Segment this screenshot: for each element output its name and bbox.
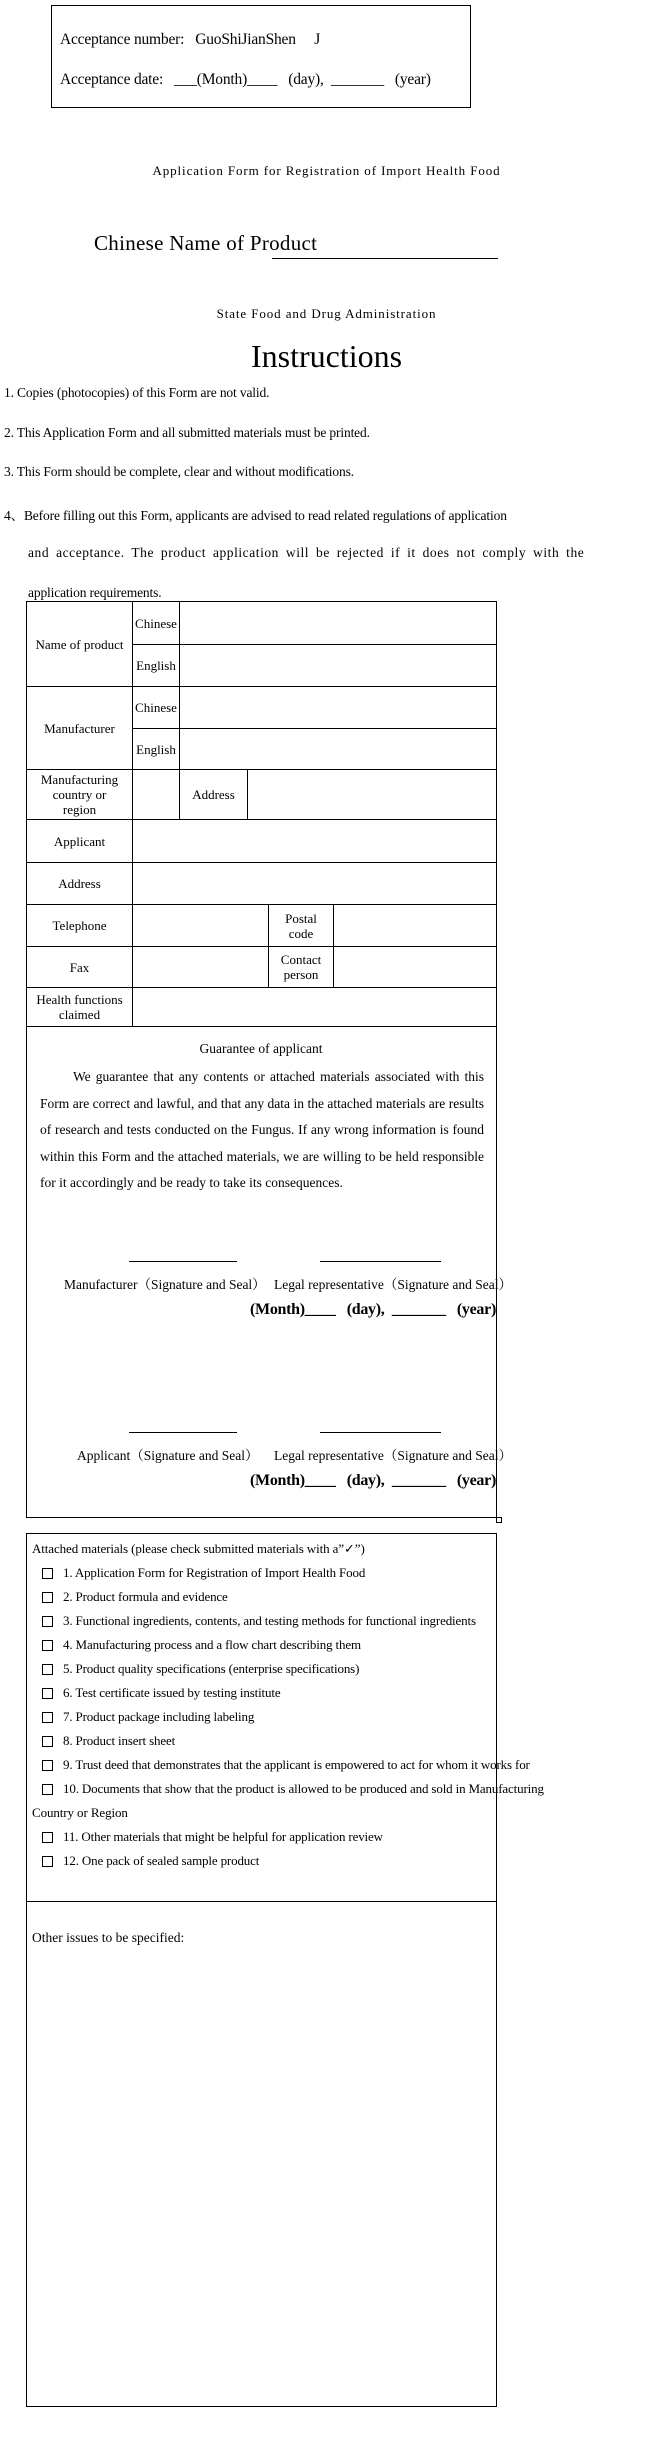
month-label: (Month) bbox=[196, 71, 248, 88]
manufacturing-country-input[interactable] bbox=[133, 770, 179, 819]
acceptance-date bbox=[60, 71, 431, 89]
manufacturer-english-label: English bbox=[136, 741, 176, 757]
agency-name: State Food and Drug Administration bbox=[216, 306, 437, 321]
applicant-signature-line[interactable] bbox=[129, 1432, 237, 1433]
attached-item-3[interactable] bbox=[42, 1613, 476, 1629]
attached-item-10[interactable] bbox=[42, 1781, 544, 1797]
acceptance-year-blank[interactable]: _______ bbox=[331, 71, 384, 88]
legal-rep-signature-line-2[interactable] bbox=[320, 1432, 441, 1433]
postal-code-label: Postal code bbox=[285, 910, 317, 941]
attached-item-label: 11. Other materials that might be helpful for application review bbox=[63, 1829, 383, 1844]
acceptance-day-blank[interactable]: ____ bbox=[247, 71, 278, 88]
instructions-heading: Instructions bbox=[250, 338, 403, 374]
table-resize-handle[interactable] bbox=[496, 1517, 502, 1523]
address-label: Address bbox=[58, 876, 101, 891]
attached-item-8[interactable] bbox=[42, 1733, 175, 1749]
attached-item-12[interactable] bbox=[42, 1853, 259, 1869]
attached-item-label: 4. Manufacturing process and a flow chart describing them bbox=[63, 1637, 361, 1652]
country-address-input[interactable] bbox=[248, 770, 496, 819]
day-label: (day), bbox=[288, 71, 324, 88]
manufacturer-sign-date bbox=[250, 1301, 496, 1319]
chinese-name-underline[interactable] bbox=[272, 258, 498, 259]
checkbox[interactable] bbox=[42, 1856, 53, 1867]
attached-item-7[interactable] bbox=[42, 1709, 254, 1725]
instruction-item-4-cont2: application requirements. bbox=[28, 585, 162, 600]
guarantee-text: We guarantee that any contents or attached materials associated with this Form are correct and lawful, and that any data in the attached materials are results of research and tests conducted on the Fungus. If any wrong information is found within this Form and the attached materials, we are willing to be held responsible for it accordingly and be ready to take its consequences. bbox=[40, 1069, 484, 1190]
product-name-chinese-input[interactable] bbox=[180, 602, 496, 644]
attached-item-2[interactable] bbox=[42, 1589, 228, 1605]
instruction-item-4: 4、Before filling out this Form, applicants are advised to read related regulations of application bbox=[4, 508, 507, 523]
health-functions-label: Health functions claimed bbox=[36, 992, 123, 1022]
checkbox[interactable] bbox=[42, 1568, 53, 1579]
month-label: (Month) bbox=[250, 1301, 305, 1318]
form-title: Application Form for Registration of Import Health Food bbox=[152, 163, 501, 178]
manufacturer-signature-line[interactable] bbox=[129, 1261, 237, 1262]
attached-item-label: 6. Test certificate issued by testing institute bbox=[63, 1685, 281, 1700]
attached-item-1[interactable] bbox=[42, 1565, 365, 1581]
attached-item-11[interactable] bbox=[42, 1829, 383, 1845]
product-english-label: English bbox=[136, 658, 176, 673]
attached-item-label: 12. One pack of sealed sample product bbox=[63, 1853, 260, 1868]
applicant-label: Applicant bbox=[53, 833, 106, 849]
country-address-label: Address bbox=[192, 787, 235, 802]
chinese-name-label: Chinese Name of Product bbox=[94, 231, 318, 255]
year-label: (year) bbox=[456, 1301, 496, 1318]
acceptance-number-field[interactable]: J bbox=[314, 31, 321, 48]
attached-materials-heading: Attached materials (please check submitted materials with a”✓”) bbox=[32, 1541, 365, 1556]
attached-item-10-cont: Country or Region bbox=[32, 1805, 128, 1820]
year-label: (year) bbox=[456, 1472, 496, 1489]
fax-input[interactable] bbox=[133, 947, 268, 987]
manufacturing-country-label: Manufacturing country or region bbox=[40, 772, 119, 817]
guarantee-title: Guarantee of applicant bbox=[199, 1041, 323, 1056]
checkbox[interactable] bbox=[42, 1688, 53, 1699]
acceptance-number-label: Acceptance number: bbox=[60, 31, 185, 48]
year-label: (year) bbox=[394, 71, 431, 88]
day-blank[interactable]: ____ bbox=[304, 1472, 336, 1489]
legal-rep-signature-label-1: Legal representative（Signature and Seal） bbox=[274, 1277, 513, 1292]
month-label: (Month) bbox=[250, 1472, 305, 1489]
applicant-sign-date bbox=[250, 1472, 496, 1490]
legal-rep-signature-line-1[interactable] bbox=[320, 1261, 441, 1262]
attached-item-5[interactable] bbox=[42, 1661, 359, 1677]
acceptance-box bbox=[51, 5, 471, 108]
contact-person-label: Contact person bbox=[280, 952, 322, 982]
postal-code-input[interactable] bbox=[334, 905, 496, 946]
checkbox[interactable] bbox=[42, 1784, 53, 1795]
telephone-input[interactable] bbox=[133, 905, 268, 946]
attached-item-label: 3. Functional ingredients, contents, and testing methods for functional ingredients bbox=[63, 1613, 476, 1628]
checkbox[interactable] bbox=[42, 1592, 53, 1603]
attached-item-label: 5. Product quality specifications (enterprise specifications) bbox=[63, 1661, 360, 1676]
attached-item-label: 8. Product insert sheet bbox=[63, 1733, 176, 1748]
checkbox[interactable] bbox=[42, 1640, 53, 1651]
attached-item-4[interactable] bbox=[42, 1637, 361, 1653]
attached-item-label: 2. Product formula and evidence bbox=[63, 1589, 228, 1604]
checkbox[interactable] bbox=[42, 1616, 53, 1627]
acceptance-month-blank[interactable]: ___ bbox=[174, 71, 197, 88]
day-label: (day), bbox=[346, 1472, 385, 1489]
product-chinese-label: Chinese bbox=[135, 615, 177, 631]
checkbox[interactable] bbox=[42, 1760, 53, 1771]
instruction-item-2: 2. This Application Form and all submitted materials must be printed. bbox=[4, 425, 370, 440]
checkbox[interactable] bbox=[42, 1832, 53, 1843]
applicant-input[interactable] bbox=[133, 820, 496, 862]
manufacturer-chinese-label: Chinese bbox=[135, 700, 177, 715]
acceptance-number-prefix: GuoShiJianShen bbox=[195, 31, 296, 48]
attached-item-label: 7. Product package including labeling bbox=[63, 1709, 255, 1724]
address-input[interactable] bbox=[133, 863, 496, 904]
checkbox[interactable] bbox=[42, 1712, 53, 1723]
attached-item-9[interactable] bbox=[42, 1757, 530, 1773]
telephone-label: Telephone bbox=[52, 918, 107, 933]
checkbox[interactable] bbox=[42, 1736, 53, 1747]
manufacturer-chinese-input[interactable] bbox=[180, 687, 496, 728]
manufacturer-signature-label: Manufacturer（Signature and Seal） bbox=[64, 1277, 266, 1292]
day-blank[interactable]: ____ bbox=[304, 1301, 336, 1318]
attached-item-label: 9. Trust deed that demonstrates that the applicant is empowered to act for whom it works for bbox=[63, 1757, 530, 1772]
legal-rep-signature-label-2: Legal representative（Signature and Seal） bbox=[274, 1448, 513, 1463]
acceptance-number bbox=[60, 31, 320, 49]
day-label: (day), bbox=[346, 1301, 385, 1318]
name-of-product-label: Name of product bbox=[35, 636, 124, 652]
instruction-item-3: 3. This Form should be complete, clear and without modifications. bbox=[4, 464, 354, 479]
manufacturer-english-input[interactable] bbox=[180, 729, 496, 769]
acceptance-date-label: Acceptance date: bbox=[60, 71, 164, 88]
attached-item-label: 10. Documents that show that the product is allowed to be produced and sold in Manufacturing bbox=[63, 1781, 544, 1796]
other-issues-input[interactable] bbox=[30, 1955, 492, 2400]
year-blank[interactable]: _______ bbox=[391, 1472, 446, 1489]
attached-item-label: 1. Application Form for Registration of Import Health Food bbox=[63, 1565, 366, 1580]
contact-person-input[interactable] bbox=[334, 947, 496, 987]
fax-label: Fax bbox=[69, 959, 90, 975]
instruction-item-4-cont: and acceptance. The product application will be rejected if it does not comply with the bbox=[28, 545, 585, 560]
applicant-signature-label: Applicant（Signature and Seal） bbox=[77, 1448, 259, 1463]
product-name-english-input[interactable] bbox=[180, 645, 496, 686]
manufacturer-label: Manufacturer bbox=[44, 720, 115, 736]
checkbox[interactable] bbox=[42, 1664, 53, 1675]
other-issues-label: Other issues to be specified: bbox=[32, 1930, 185, 1945]
health-functions-input[interactable] bbox=[133, 988, 496, 1026]
attached-item-6[interactable] bbox=[42, 1685, 280, 1701]
year-blank[interactable]: _______ bbox=[391, 1301, 446, 1318]
instruction-item-1: 1. Copies (photocopies) of this Form are not valid. bbox=[4, 385, 270, 400]
